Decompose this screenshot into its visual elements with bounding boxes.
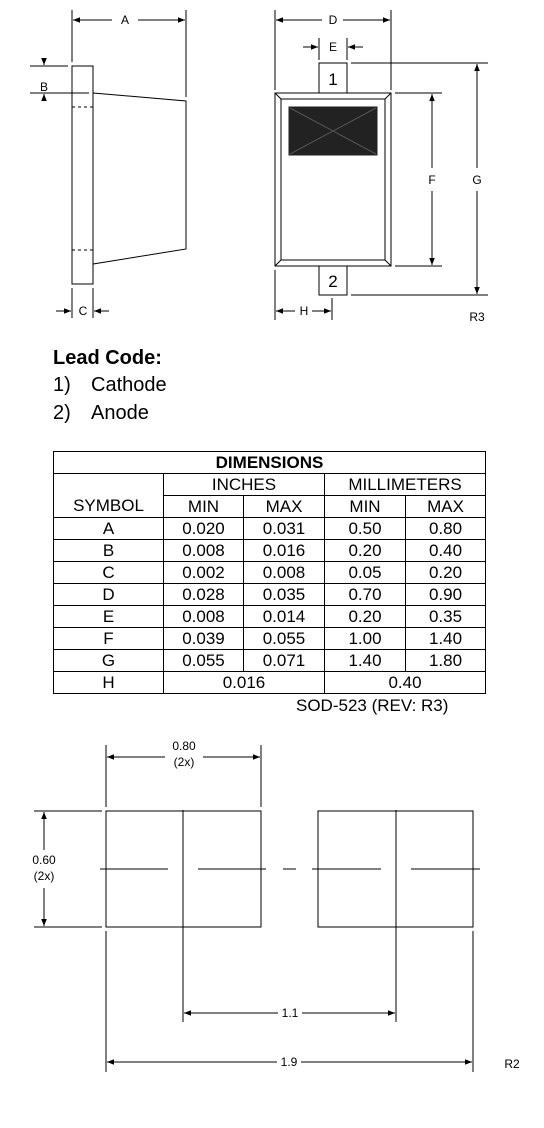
value-cell: 0.35 xyxy=(406,606,486,628)
value-cell: 0.016 xyxy=(244,540,325,562)
table-row xyxy=(54,606,486,628)
footprint xyxy=(34,745,480,1072)
symbol-cell: E xyxy=(54,606,164,628)
dimension-label-f: F xyxy=(428,173,436,187)
value-cell: 0.80 xyxy=(406,518,486,540)
value-cell: 0.40 xyxy=(325,672,486,694)
symbol-cell: C xyxy=(54,562,164,584)
value-cell: 1.80 xyxy=(406,650,486,672)
min-header: MIN xyxy=(325,496,406,518)
value-cell: 0.90 xyxy=(406,584,486,606)
millimeters-header: MILLIMETERS xyxy=(325,474,486,496)
pad-width-label: 0.80 xyxy=(172,739,196,753)
max-header: MAX xyxy=(406,496,486,518)
pad-width-count: (2x) xyxy=(173,755,195,769)
dimension-label-c: C xyxy=(78,304,88,318)
value-cell: 0.031 xyxy=(244,518,325,540)
table-row xyxy=(54,518,486,540)
package-label: SOD-523 (REV: R3) xyxy=(296,696,449,715)
value-cell: 0.035 xyxy=(244,584,325,606)
table-blank-cell xyxy=(54,474,164,496)
value-cell: 0.028 xyxy=(164,584,244,606)
value-cell: 0.008 xyxy=(164,540,244,562)
side-view-lead xyxy=(72,66,93,284)
footprint-revision-label: R2 xyxy=(504,1057,520,1071)
body-corner-line xyxy=(275,260,281,266)
value-cell: 0.020 xyxy=(164,518,244,540)
dimension-label-b: B xyxy=(39,80,49,94)
value-cell: 0.055 xyxy=(164,650,244,672)
value-cell: 1.40 xyxy=(406,628,486,650)
table-title-row xyxy=(54,452,486,474)
top-view xyxy=(275,10,488,320)
lead-code xyxy=(53,345,167,427)
revision-label: R3 xyxy=(469,310,485,324)
symbol-cell: B xyxy=(54,540,164,562)
table-row xyxy=(54,650,486,672)
value-cell: 0.055 xyxy=(244,628,325,650)
dimension-label-g: G xyxy=(472,173,482,187)
inches-header: INCHES xyxy=(164,474,325,496)
pad-height-count: (2x) xyxy=(33,869,55,883)
value-cell: 0.70 xyxy=(325,584,406,606)
center-spacing-label: 1.1 xyxy=(281,1006,299,1020)
value-cell: 0.008 xyxy=(164,606,244,628)
value-cell: 1.40 xyxy=(325,650,406,672)
dimensions-table xyxy=(53,451,486,694)
value-cell: 0.20 xyxy=(325,540,406,562)
value-cell: 0.20 xyxy=(325,606,406,628)
side-view-body xyxy=(93,93,186,264)
value-cell: 0.20 xyxy=(406,562,486,584)
table-unit-row xyxy=(54,474,486,496)
table-row xyxy=(54,540,486,562)
table-row xyxy=(54,562,486,584)
dimension-label-h: H xyxy=(299,304,309,318)
value-cell: 0.05 xyxy=(325,562,406,584)
value-cell: 0.002 xyxy=(164,562,244,584)
value-cell: 0.50 xyxy=(325,518,406,540)
lead-code-number: 1) xyxy=(53,374,71,396)
min-header: MIN xyxy=(164,496,244,518)
value-cell: 0.008 xyxy=(244,562,325,584)
value-cell: 0.039 xyxy=(164,628,244,650)
lead-code-item xyxy=(53,399,167,427)
symbol-cell: D xyxy=(54,584,164,606)
side-view xyxy=(30,10,186,318)
pin-1-label: 1 xyxy=(328,70,338,89)
pad-height-label: 0.60 xyxy=(32,853,56,867)
symbol-cell: G xyxy=(54,650,164,672)
value-cell: 0.071 xyxy=(244,650,325,672)
lead-code-title: Lead Code: xyxy=(53,347,162,369)
lead-code-label: Cathode xyxy=(91,374,167,396)
body-corner-line xyxy=(275,93,281,99)
lead-code-number: 2) xyxy=(53,402,71,424)
body-corner-line xyxy=(385,93,391,99)
value-cell: 1.00 xyxy=(325,628,406,650)
value-cell: 0.014 xyxy=(244,606,325,628)
symbol-cell: A xyxy=(54,518,164,540)
lead-code-item xyxy=(53,371,167,399)
max-header: MAX xyxy=(244,496,325,518)
table-row xyxy=(54,584,486,606)
table-title: DIMENSIONS xyxy=(54,452,486,474)
dimension-label-d: D xyxy=(328,13,338,27)
dimension-label-e: E xyxy=(328,40,338,54)
symbol-cell: F xyxy=(54,628,164,650)
body-corner-line xyxy=(385,260,391,266)
value-cell: 0.016 xyxy=(164,672,325,694)
table-row xyxy=(54,672,486,694)
symbol-header: SYMBOL xyxy=(54,496,164,518)
table-row xyxy=(54,628,486,650)
pin-2-label: 2 xyxy=(328,272,338,291)
value-cell: 0.40 xyxy=(406,540,486,562)
symbol-cell: H xyxy=(54,672,164,694)
lead-code-label: Anode xyxy=(91,402,149,424)
table-header-row xyxy=(54,496,486,518)
overall-width-label: 1.9 xyxy=(280,1055,298,1069)
dimension-label-a: A xyxy=(120,13,130,27)
